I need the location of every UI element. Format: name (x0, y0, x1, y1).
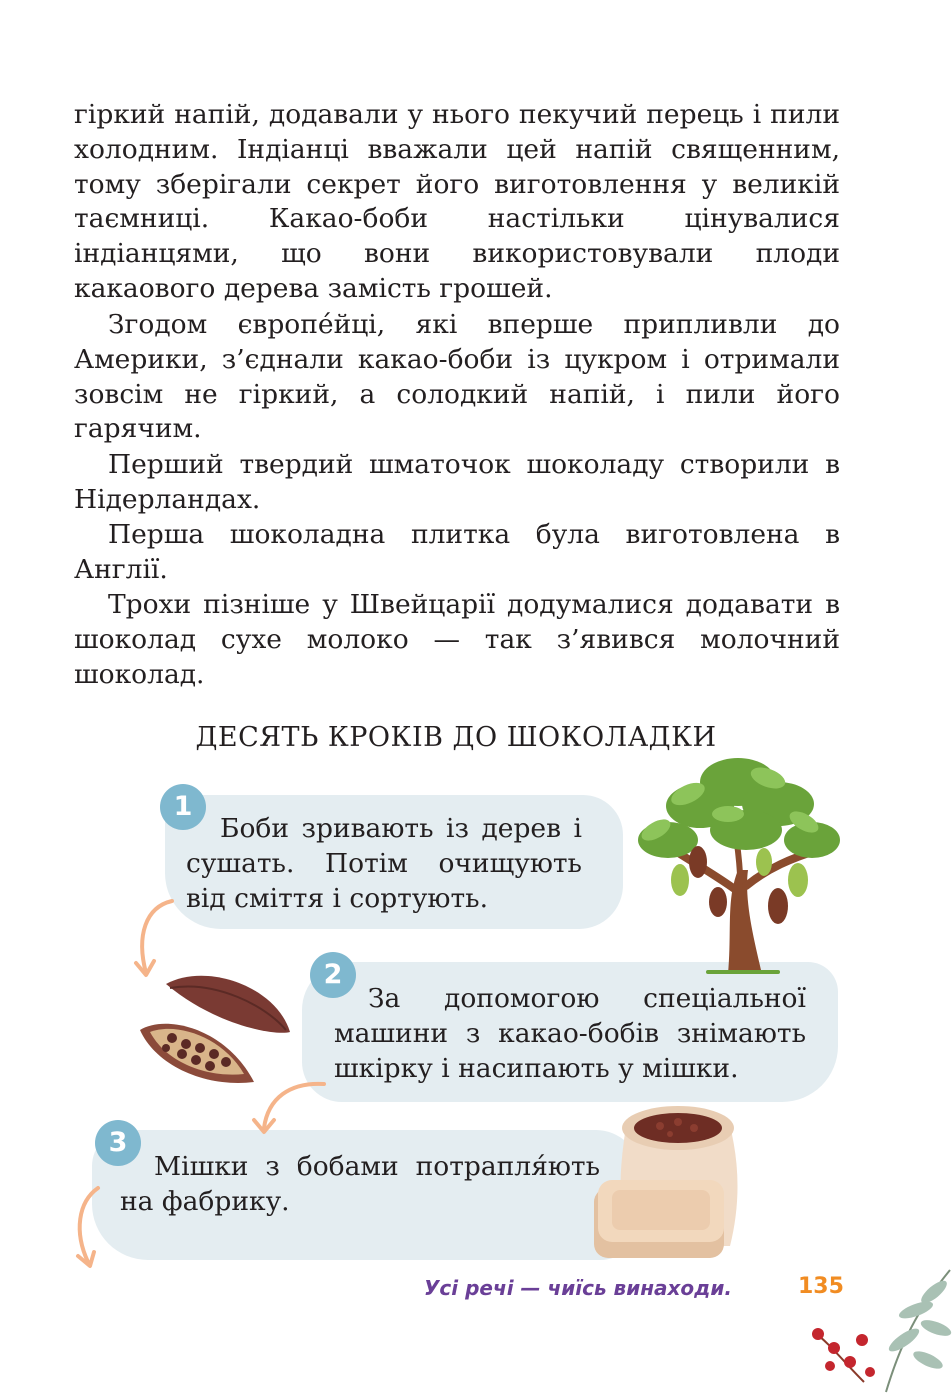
step-1-text: Боби зривають із дерев і сушать. Потім очищують від сміття і сортують. (186, 813, 582, 914)
step-3-text: Мішки з бобами потрапля́ють на фабрику. (120, 1151, 600, 1217)
step-3-number: 3 (95, 1120, 141, 1166)
paragraph-3: Перший твердий шматочок шоколаду створили в Нідерландах. (74, 449, 840, 515)
paragraph-1: гіркий напій, додавали у нього пекучий перець і пили холодним. Індіанці вважали цей напій священним, тому зберігали секрет його виготовлення у великій таємниці. Какао-боби настільки цінувалися індіанцями, що вони використовували плоди какаового дерева замість грошей. (74, 99, 840, 304)
step-1-number: 1 (160, 784, 206, 830)
paragraph-5: Трохи пізніше у Швейцарії додумалися додавати в шоколад сухе молоко — так з’явився молочний шоколад. (74, 589, 840, 690)
step-2-number: 2 (310, 952, 356, 998)
cacao-pod-icon (136, 966, 296, 1096)
arrow-step-3-icon (66, 1182, 106, 1272)
footer-slogan: Усі речі — чиїсь винаходи. (424, 1276, 732, 1300)
section-title: ДЕСЯТЬ КРОКІВ ДО ШОКОЛАДКИ (195, 722, 717, 753)
paragraph-2: Згодом європе́йці, які вперше припливли до Америки, з’єднали какао-боби із цукром і отримали зовсім не гіркий, а солодкий напій, і пили його гарячим. (74, 309, 840, 445)
bean-sack-icon (590, 1096, 746, 1276)
berry-branch-icon (804, 1262, 952, 1394)
paragraph-4: Перша шоколадна плитка була виготовлена в Англії. (74, 519, 840, 585)
page-number: 135 (798, 1274, 844, 1299)
cacao-tree-icon (628, 750, 844, 976)
step-2-text: За допомогою спеціальної машини з какао-бобів знімають шкірку і насипають у мішки. (334, 983, 806, 1084)
